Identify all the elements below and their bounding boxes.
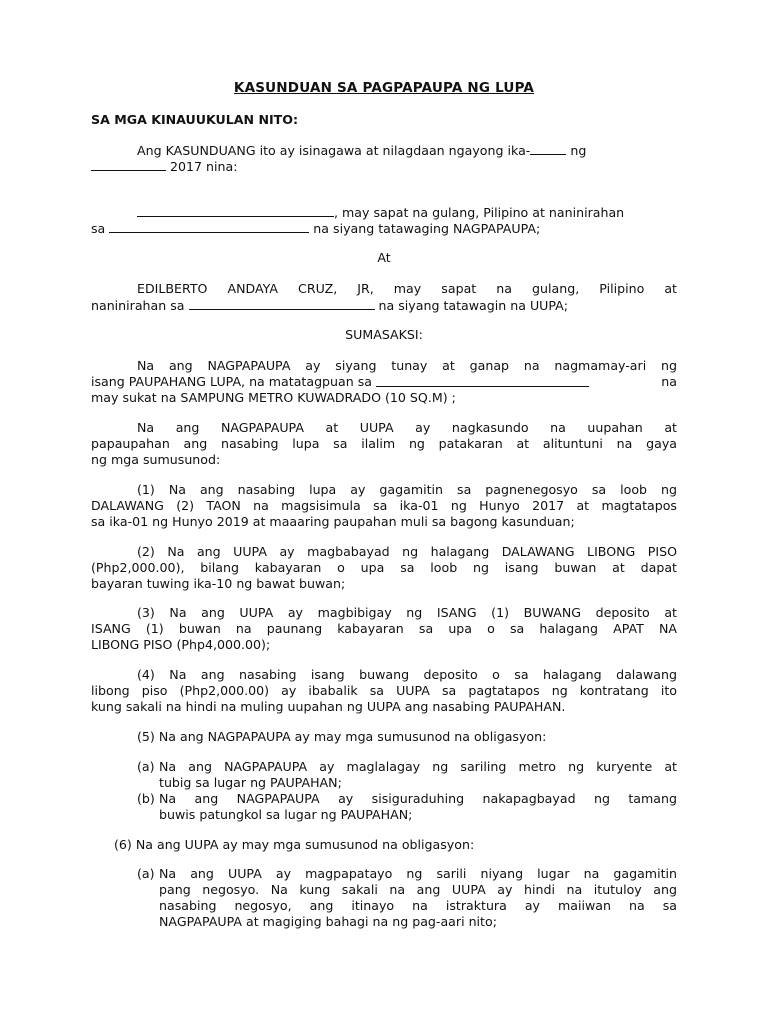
- clause-5-item-a: [137, 759, 677, 791]
- month-blank: [91, 158, 166, 171]
- clause-4-line-2: libong piso (Php2,000.00) ay ibabalik sa UUPA sa pagtatapos ng kontratang ito: [91, 683, 677, 698]
- clause-2-line-3: bayaran tuwing ika-10 ng bawat buwan;: [91, 576, 346, 591]
- clause-1-line-3: sa ika-01 ng Hunyo 2019 at maaaring paupahan muli sa bagong kasunduan;: [91, 514, 575, 529]
- lessor-text-2: sa: [91, 221, 110, 236]
- intro-text-1: Ang KASUNDUANG ito ay isinagawa at nilagdaan ngayong ika-: [137, 143, 531, 158]
- lessor-name-blank: [137, 204, 334, 217]
- clause-3-line-2: ISANG (1) buwan na paunang kabayaran sa upa o sa halagang APAT NA: [91, 621, 677, 636]
- ownership-line-2-end: na: [661, 374, 677, 389]
- clause-5-item-b: [137, 791, 677, 823]
- lessee-address-blank: [189, 297, 375, 310]
- witnesseth-heading: SUMASAKSI:: [345, 327, 423, 342]
- clause-6-item-a: [137, 866, 677, 930]
- document-title: KASUNDUAN SA PAGPAPAUPA NG LUPA: [233, 80, 535, 96]
- lessee-text-2: naninirahan sa: [91, 298, 189, 313]
- ownership-line-3: may sukat na SAMPUNG METRO KUWADRADO (10 SQ.M) ;: [91, 390, 456, 405]
- lessee-text-3: na siyang tatawagin na UUPA;: [374, 298, 569, 313]
- ownership-line-1: Na ang NAGPAPAUPA ay siyang tunay at ganap na nagmamay-ari ng: [137, 358, 677, 373]
- clause-4-line-3: kung sakali na hindi na muling uupahan ng UUPA ang nasabing PAUPAHAN.: [91, 699, 566, 714]
- clause-4-line-1: (4) Na ang nasabing isang buwang deposito o sa halagang dalawang: [137, 667, 677, 682]
- lessee-text-1: EDILBERTO ANDAYA CRUZ, JR, may sapat na gulang, Pilipino at: [137, 281, 677, 296]
- lessor-text-3: na siyang tatawaging NAGPAPAUPA;: [309, 221, 541, 236]
- clause-6a-line-2: pang negosyo. Na kung sakali na ang UUPA ay hindi na itutuloy ang: [159, 882, 677, 897]
- clause-5a-label: (a): [137, 759, 155, 774]
- clause-3-line-3: LIBONG PISO (Php4,000.00);: [91, 637, 271, 652]
- day-blank: [530, 142, 566, 155]
- clause-1-line-1: (1) Na ang nasabing lupa ay gagamitin sa pagnenegosyo sa loob ng: [137, 482, 677, 497]
- lessor-address-blank: [109, 220, 309, 233]
- clause-6-line-1: (6) Na ang UUPA ay may mga sumusunod na obligasyon:: [114, 837, 475, 852]
- location-blank: [376, 374, 589, 387]
- agreement-line-2: papaupahan ang nasabing lupa sa ilalim ng patakaran at alituntuni na gaya: [91, 436, 677, 451]
- clause-6a-line-1: Na ang UUPA ay magpapatayo ng sarili niyang lugar na gagamitin: [159, 866, 677, 881]
- intro-text-2: ng: [566, 143, 587, 158]
- salutation: SA MGA KINAUUKULAN NITO:: [91, 112, 299, 127]
- clause-6a-line-4: NAGPAPAUPA at magiging bahagi na ng pag-aari nito;: [159, 914, 497, 929]
- clause-5b-line-2: buwis patungkol sa lugar ng PAUPAHAN;: [159, 807, 413, 822]
- clause-6a-label: (a): [137, 866, 155, 881]
- clause-2-line-1: (2) Na ang UUPA ay magbabayad ng halagang DALAWANG LIBONG PISO: [137, 544, 677, 559]
- intro-text-3: 2017 nina:: [166, 159, 238, 174]
- and-separator: At: [377, 250, 391, 265]
- clause-2-line-2: (Php2,000.00), bilang kabayaran o upa sa loob ng isang buwan at dapat: [91, 560, 677, 575]
- clause-5-line-1: (5) Na ang NAGPAPAUPA ay may mga sumusunod na obligasyon:: [137, 729, 547, 744]
- clause-6a-line-3: nasabing negosyo, ang itinayo na istraktura ay maiiwan na sa: [159, 898, 677, 913]
- clause-5a-line-1: Na ang NAGPAPAUPA ay maglalagay ng sariling metro ng kuryente at: [159, 759, 677, 774]
- clause-3-line-1: (3) Na ang UUPA ay magbibigay ng ISANG (1) BUWANG deposito at: [137, 605, 677, 620]
- ownership-line-2: isang PAUPAHANG LUPA, na matatagpuan sa: [91, 374, 373, 389]
- clause-1-line-2: DALAWANG (2) TAON na magsisimula sa ika-01 ng Hunyo 2017 at magtatapos: [91, 498, 677, 513]
- agreement-line-3: ng mga sumusunod:: [91, 452, 221, 467]
- clause-5b-label: (b): [137, 791, 155, 806]
- clause-5a-line-2: tubig sa lugar ng PAUPAHAN;: [159, 775, 342, 790]
- lessor-text-1: , may sapat na gulang, Pilipino at naninirahan: [334, 205, 625, 220]
- clause-5b-line-1: Na ang NAGPAPAUPA ay sisiguraduhing nakapagbayad ng tamang: [159, 791, 677, 806]
- agreement-line-1: Na ang NAGPAPAUPA at UUPA ay nagkasundo na uupahan at: [137, 420, 677, 435]
